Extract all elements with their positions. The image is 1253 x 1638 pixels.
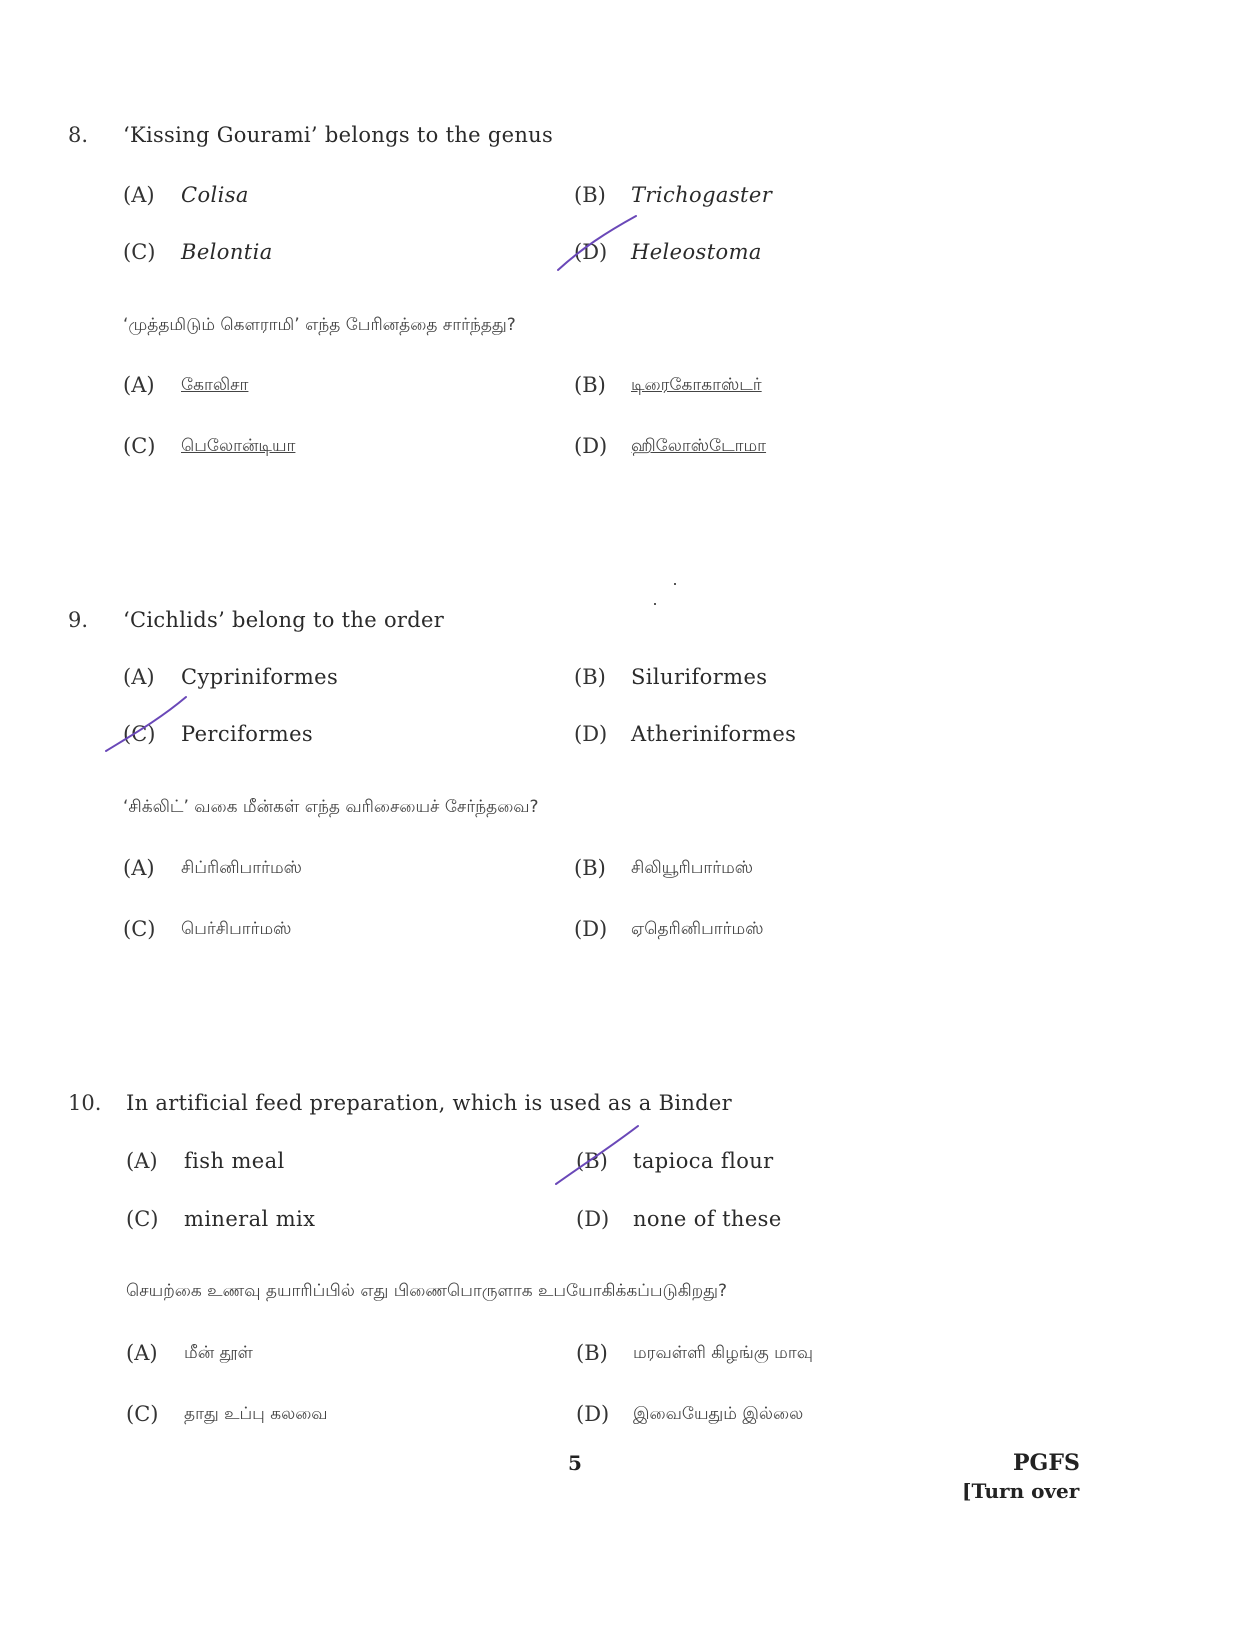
option-text: Heleostoma — [631, 240, 762, 264]
question-text-tamil: செயற்கை உணவு தயாரிப்பில் எது பிணைபொருளாக உபயோகிக்கப்படுகிறது? — [126, 1281, 727, 1301]
option-text-tamil: ஹிலோஸ்டோமா — [631, 436, 767, 456]
option-label: (A) — [123, 665, 155, 689]
option-text-tamil: டிரைகோகாஸ்டர் — [631, 375, 762, 395]
option-label: (B) — [576, 1149, 608, 1173]
option-text-tamil: தாது உப்பு கலவை — [184, 1404, 328, 1424]
option-text: Atheriniformes — [631, 722, 797, 746]
option-text: Belontia — [181, 240, 273, 264]
option-label: (A) — [123, 373, 155, 397]
option-text-tamil: மரவள்ளி கிழங்கு மாவு — [633, 1343, 814, 1363]
question-text-tamil: ‘சிக்லிட்’ வகை மீன்கள் எந்த வரிசையைச் சேர்ந்தவை? — [123, 797, 539, 817]
answer-tick-mark — [552, 212, 642, 276]
option-label: (B) — [576, 1341, 608, 1365]
question-text-english: ‘Kissing Gourami’ belongs to the genus — [123, 123, 554, 147]
option-text-tamil: சிலியூரிபார்மஸ் — [631, 858, 754, 878]
option-label: (D) — [574, 240, 608, 264]
answer-tick-mark — [100, 693, 192, 757]
option-label: (A) — [126, 1341, 158, 1365]
option-text: fish meal — [184, 1149, 285, 1173]
option-label: (C) — [123, 434, 156, 458]
answer-tick-mark — [550, 1120, 644, 1190]
turn-over-note: [Turn over — [962, 1479, 1080, 1503]
option-text-tamil: கோலிசா — [181, 375, 249, 395]
option-label: (A) — [123, 183, 155, 207]
option-text: none of these — [633, 1207, 782, 1231]
option-label: (D) — [574, 722, 608, 746]
question-text-english: ‘Cichlids’ belong to the order — [123, 608, 445, 632]
option-label: (A) — [126, 1149, 158, 1173]
option-text: tapioca flour — [633, 1149, 774, 1173]
option-text-tamil: ஏதெரினிபார்மஸ் — [631, 919, 764, 939]
question-number: 9. — [68, 608, 89, 632]
option-text: mineral mix — [184, 1207, 316, 1231]
option-label: (C) — [123, 722, 156, 746]
question-text-tamil: ‘முத்தமிடும் கௌராமி’ எந்த பேரினத்தை சார்ந்தது? — [123, 315, 516, 335]
option-text: Cypriniformes — [181, 665, 339, 689]
option-text: Trichogaster — [631, 183, 773, 207]
option-label: (C) — [123, 917, 156, 941]
option-label: (D) — [574, 917, 608, 941]
option-label: (D) — [574, 434, 608, 458]
stray-mark — [654, 603, 656, 605]
option-label: (B) — [574, 183, 606, 207]
stray-mark — [674, 583, 676, 585]
option-label: (C) — [123, 240, 156, 264]
option-text-tamil: சிப்ரினிபார்மஸ் — [181, 858, 302, 878]
option-text-tamil: பெர்சிபார்மஸ் — [181, 919, 292, 939]
option-label: (B) — [574, 856, 606, 880]
option-label: (B) — [574, 665, 606, 689]
paper-code: PGFS — [1013, 1450, 1080, 1476]
question-number: 10. — [68, 1091, 102, 1115]
option-label: (D) — [576, 1207, 610, 1231]
option-label: (B) — [574, 373, 606, 397]
option-text: Colisa — [181, 183, 249, 207]
question-text-english: In artificial feed preparation, which is used as a Binder — [126, 1091, 732, 1115]
option-text: Perciformes — [181, 722, 314, 746]
option-label: (C) — [126, 1402, 159, 1426]
option-text: Siluriformes — [631, 665, 768, 689]
option-label: (D) — [576, 1402, 610, 1426]
question-number: 8. — [68, 123, 89, 147]
option-label: (A) — [123, 856, 155, 880]
option-text-tamil: இவையேதும் இல்லை — [633, 1404, 804, 1424]
page-number: 5 — [568, 1451, 582, 1475]
option-text-tamil: மீன் தூள் — [184, 1343, 253, 1363]
option-label: (C) — [126, 1207, 159, 1231]
option-text-tamil: பெலோன்டியா — [181, 436, 296, 456]
